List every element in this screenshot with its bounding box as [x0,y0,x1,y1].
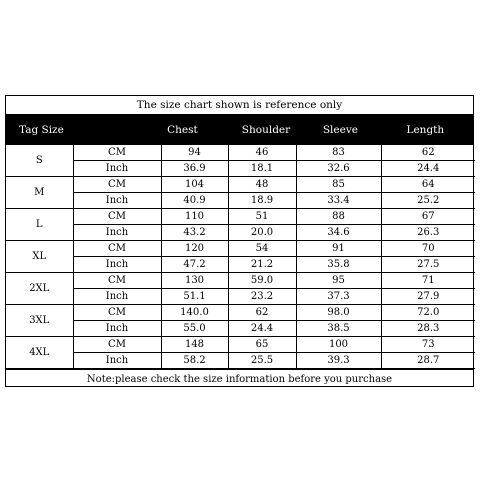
unit-label: Inch [73,321,161,337]
table-cell: 130 [161,273,228,289]
table-row [6,289,475,305]
table-cell: 98.0 [296,305,381,321]
table-cell: 28.3 [381,321,475,337]
table-cell: 34.6 [296,225,381,241]
table-cell: 73 [381,337,475,353]
table-cell: 88 [296,209,381,225]
table-cell: 40.9 [161,193,228,209]
table-cell: 85 [296,177,381,193]
table-row [6,273,475,289]
table-cell: 18.9 [228,193,296,209]
unit-label: Inch [73,353,161,369]
table-cell: 51.1 [161,289,228,305]
table-cell: 25.5 [228,353,296,369]
unit-label: Inch [73,193,161,209]
table-cell: 95 [296,273,381,289]
unit-label: Inch [73,257,161,273]
table-cell: 148 [161,337,228,353]
table-cell: 140.0 [161,305,228,321]
table-cell: 26.3 [381,225,475,241]
header-shoulder: Shoulder [241,124,291,136]
table-cell: 27.9 [381,289,475,305]
table-cell: 83 [296,145,381,161]
table-cell: 104 [161,177,228,193]
table-cell: 71 [381,273,475,289]
table-cell: 91 [296,241,381,257]
unit-label: Inch [73,289,161,305]
table-cell: 35.8 [296,257,381,273]
header-sleeve: Sleeve [322,124,358,136]
unit-label: CM [73,241,161,257]
table-cell: 51 [228,209,296,225]
table-row [6,145,475,161]
size-label: L [6,209,73,241]
unit-label: CM [73,305,161,321]
table-cell: 58.2 [161,353,228,369]
table-cell: 32.6 [296,161,381,177]
table-row [6,337,475,353]
header-chest: Chest [167,124,198,136]
table-cell: 70 [381,241,475,257]
table-cell: 65 [228,337,296,353]
table-cell: 36.9 [161,161,228,177]
table-cell: 38.5 [296,321,381,337]
table-row [6,305,475,321]
unit-label: CM [73,145,161,161]
unit-label: CM [73,273,161,289]
table-row [6,353,475,369]
table-cell: 54 [228,241,296,257]
table-row [6,193,475,209]
table-cell: 24.4 [228,321,296,337]
table-cell: 67 [381,209,475,225]
table-cell: 25.2 [381,193,475,209]
unit-label: Inch [73,161,161,177]
size-label: M [6,177,73,209]
table-cell: 62 [381,145,475,161]
table-row [6,177,475,193]
table-row [6,161,475,177]
table-cell: 59.0 [228,273,296,289]
table-cell: 39.3 [296,353,381,369]
size-label: 3XL [6,305,73,337]
table-cell: 72.0 [381,305,475,321]
table-cell: 28.7 [381,353,475,369]
table-row [6,225,475,241]
note-text: Note:please check the size information before you purchase [6,369,473,390]
table-cell: 94 [161,145,228,161]
table-cell: 33.4 [296,193,381,209]
table-cell: 120 [161,241,228,257]
header-tag-size: Tag Size [19,124,64,136]
table-cell: 27.5 [381,257,475,273]
table-cell: 24.4 [381,161,475,177]
table-cell: 48 [228,177,296,193]
table-cell: 20.0 [228,225,296,241]
table-cell: 55.0 [161,321,228,337]
table-cell: 110 [161,209,228,225]
unit-label: CM [73,337,161,353]
table-cell: 37.3 [296,289,381,305]
table-cell: 62 [228,305,296,321]
table-cell: 43.2 [161,225,228,241]
unit-label: CM [73,209,161,225]
size-label: XL [6,241,73,273]
table-cell: 100 [296,337,381,353]
table-cell: 23.2 [228,289,296,305]
size-label: S [6,145,73,177]
table-row [6,321,475,337]
unit-label: Inch [73,225,161,241]
table-row [6,241,475,257]
size-label: 2XL [6,273,73,305]
table-row [6,209,475,225]
header-length: Length [406,124,445,136]
table-cell: 18.1 [228,161,296,177]
size-table [6,145,475,369]
size-label: 4XL [6,337,73,369]
unit-label: CM [73,177,161,193]
chart-title: The size chart shown is reference only [6,96,473,115]
header-row [6,115,473,145]
table-cell: 47.2 [161,257,228,273]
table-cell: 46 [228,145,296,161]
table-row [6,257,475,273]
table-cell: 64 [381,177,475,193]
table-cell: 21.2 [228,257,296,273]
size-chart [5,95,474,387]
